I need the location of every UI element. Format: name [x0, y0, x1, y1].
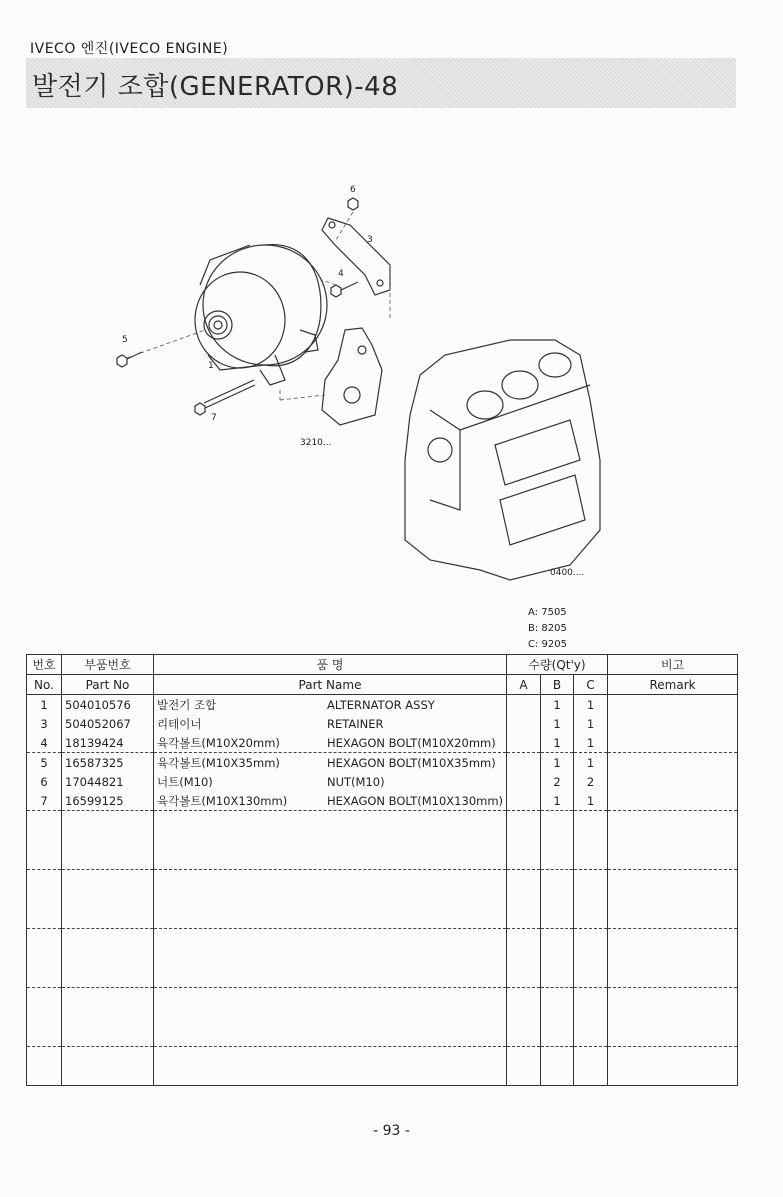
header-no-ko: 번호: [27, 655, 62, 675]
nut-drawing: [348, 198, 358, 210]
row-name-en: HEXAGON BOLT(M10X130mm): [327, 793, 504, 808]
model-code-list: [528, 605, 567, 653]
row-part-no: 16587325: [62, 753, 154, 773]
row-name: [154, 733, 507, 753]
row-qty-b: 1: [541, 714, 574, 733]
row-remark: [608, 733, 738, 753]
row-no: 5: [27, 753, 62, 773]
title-bar: [26, 58, 736, 108]
table-row: [27, 791, 738, 811]
header-remark-ko: 비고: [608, 655, 738, 675]
row-no: 6: [27, 772, 62, 791]
engine-block-drawing: [405, 340, 600, 580]
row-qty-c: 1: [574, 791, 608, 811]
table-row-empty: [27, 988, 738, 1047]
row-qty-b: 1: [541, 733, 574, 753]
row-qty-b: 1: [541, 791, 574, 811]
page-title: 발전기 조합(GENERATOR)-48: [32, 72, 399, 102]
ref-0400: 0400....: [550, 568, 585, 578]
callout-4: 4: [338, 269, 344, 279]
row-part-no: 17044821: [62, 772, 154, 791]
row-qty-c: 1: [574, 753, 608, 773]
ref-3210: 3210...: [300, 438, 332, 448]
row-no: 4: [27, 733, 62, 753]
row-no: 3: [27, 714, 62, 733]
row-name-ko: 육각볼트(M10X20mm): [157, 735, 280, 750]
row-part-no: 504010576: [62, 695, 154, 715]
row-qty-a: [507, 772, 541, 791]
exploded-view-diagram: [100, 170, 620, 590]
table-row-empty: [27, 1047, 738, 1086]
model-code-b: B: 8205: [528, 623, 567, 634]
row-qty-a: [507, 791, 541, 811]
row-name-ko: 너트(M10): [157, 774, 213, 789]
header-remark-en: Remark: [608, 675, 738, 695]
header-name-en: Part Name: [154, 675, 507, 695]
row-no: 7: [27, 791, 62, 811]
row-qty-a: [507, 714, 541, 733]
header-qty-a: A: [507, 675, 541, 695]
row-qty-a: [507, 695, 541, 715]
header-name-ko: 품 명: [154, 655, 507, 675]
row-qty-b: 1: [541, 695, 574, 715]
callout-3: 3: [367, 235, 373, 245]
row-name: [154, 695, 507, 715]
table-row: [27, 695, 738, 715]
row-remark: [608, 695, 738, 715]
table-row: [27, 714, 738, 733]
row-qty-c: 1: [574, 714, 608, 733]
row-name: [154, 791, 507, 811]
row-part-no: 18139424: [62, 733, 154, 753]
table-row-empty: [27, 929, 738, 988]
row-name-en: ALTERNATOR ASSY: [327, 697, 435, 712]
row-name-en: HEXAGON BOLT(M10X20mm): [327, 735, 496, 750]
table-row: [27, 772, 738, 791]
row-remark: [608, 772, 738, 791]
header-partno-ko: 부품번호: [62, 655, 154, 675]
mount-bracket-drawing: [322, 328, 382, 425]
row-name-ko: 육각볼트(M10X130mm): [157, 793, 288, 808]
row-qty-c: 1: [574, 695, 608, 715]
row-name: [154, 772, 507, 791]
row-part-no: 504052067: [62, 714, 154, 733]
row-qty-b: 2: [541, 772, 574, 791]
model-code-a: A: 7505: [528, 607, 567, 618]
header-no-en: No.: [27, 675, 62, 695]
callout-5: 5: [122, 335, 128, 345]
row-name: [154, 753, 507, 773]
table-row-empty: [27, 870, 738, 929]
row-name-ko: 리테이너: [157, 716, 202, 731]
row-qty-a: [507, 753, 541, 773]
header-qty: 수량(Qt'y): [507, 655, 608, 675]
row-remark: [608, 791, 738, 811]
model-code-c: C: 9205: [528, 639, 567, 650]
alternator-drawing: [195, 245, 327, 385]
row-qty-a: [507, 733, 541, 753]
callout-7: 7: [211, 413, 217, 423]
table-row: [27, 753, 738, 773]
row-name-en: NUT(M10): [327, 774, 385, 789]
header-qty-c: C: [574, 675, 608, 695]
header-qty-b: B: [541, 675, 574, 695]
row-no: 1: [27, 695, 62, 715]
row-remark: [608, 714, 738, 733]
row-part-no: 16599125: [62, 791, 154, 811]
callout-6: 6: [350, 185, 356, 195]
row-name-ko: 육각볼트(M10X35mm): [157, 755, 280, 770]
callout-1: 1: [208, 361, 214, 371]
table-row-empty: [27, 811, 738, 870]
row-name-ko: 발전기 조합: [157, 697, 217, 712]
row-qty-c: 1: [574, 733, 608, 753]
page-number: - 93 -: [373, 1123, 410, 1139]
bolt-7-drawing: [195, 380, 255, 415]
row-qty-b: 1: [541, 753, 574, 773]
row-name: [154, 714, 507, 733]
bolt-5-drawing: [117, 352, 142, 367]
table-row: [27, 733, 738, 753]
row-name-en: RETAINER: [327, 716, 384, 731]
row-name-en: HEXAGON BOLT(M10X35mm): [327, 755, 496, 770]
section-header: IVECO 엔진(IVECO ENGINE): [30, 41, 229, 57]
parts-table: [26, 654, 738, 1086]
row-remark: [608, 753, 738, 773]
header-partno-en: Part No: [62, 675, 154, 695]
row-qty-c: 2: [574, 772, 608, 791]
